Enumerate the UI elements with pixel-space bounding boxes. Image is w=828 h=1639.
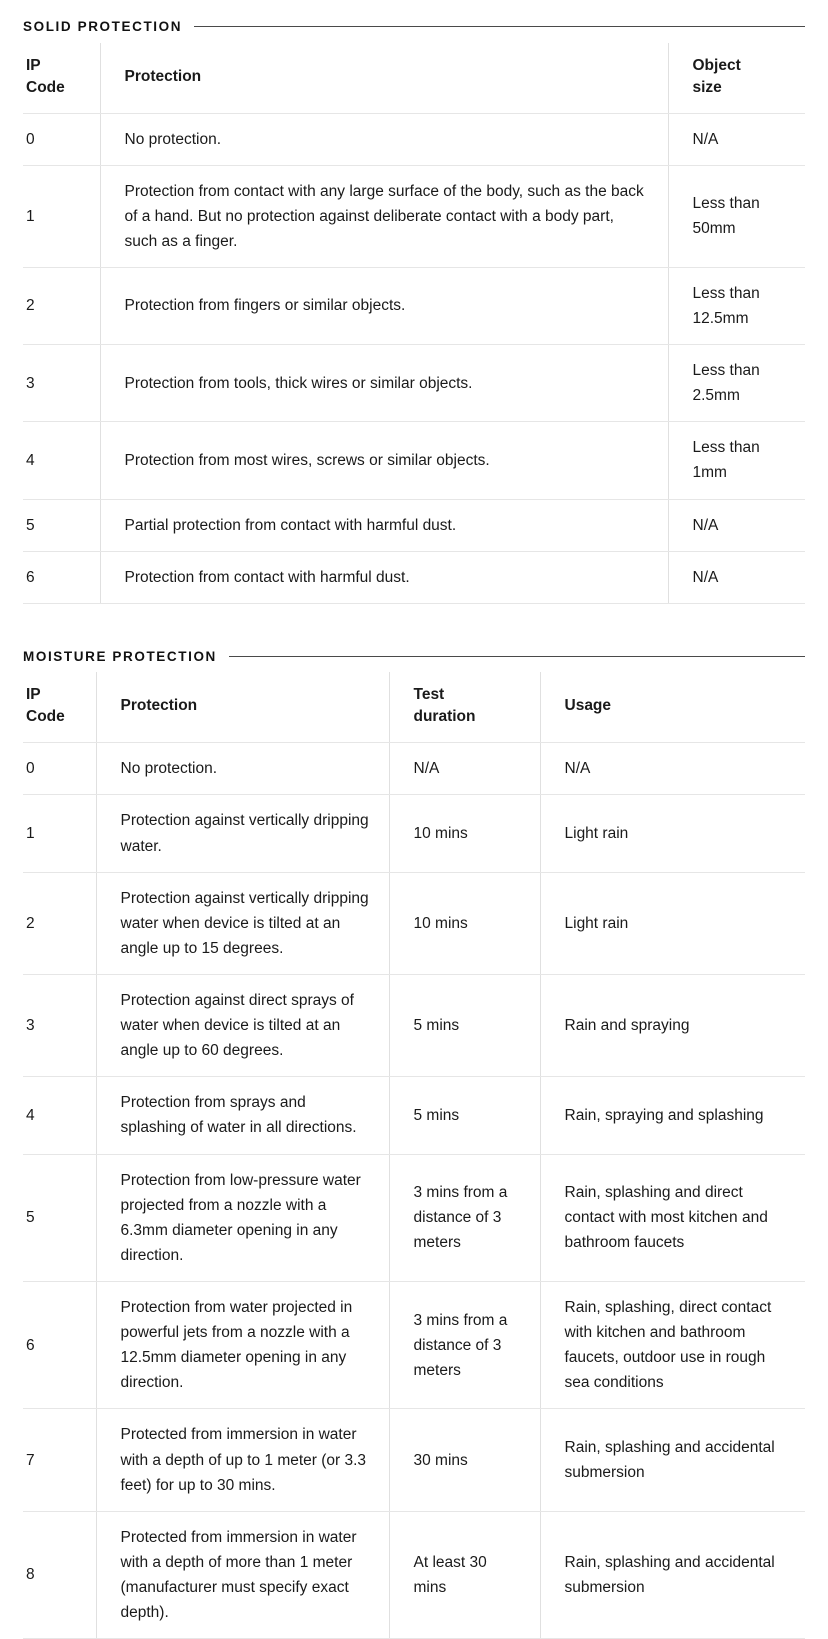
cell-protection: Protection against direct sprays of water when device is tilted at an angle up to 60 degrees. [96,974,389,1076]
cell-usage: Rain, splashing, direct contact with kitchen and bathroom faucets, outdoor use in rough sea conditions [540,1281,805,1408]
table-row [23,165,805,267]
cell-protection: Protected from immersion in water with a depth of more than 1 meter (manufacturer must specify exact depth). [96,1511,389,1638]
table-header-row [23,43,805,114]
cell-ip-code: 3 [23,345,100,422]
cell-protection: Protection from contact with harmful dust. [100,551,668,603]
cell-usage: N/A [540,743,805,795]
cell-ip-code: 4 [23,1077,96,1154]
cell-protection: No protection. [96,743,389,795]
cell-ip-code: 5 [23,499,100,551]
cell-ip-code: 1 [23,165,100,267]
column-header-line: IP [26,686,41,704]
cell-ip-code: 8 [23,1511,96,1638]
moisture-protection-table-body [23,743,805,1639]
cell-usage: Rain, splashing and accidental submersion [540,1511,805,1638]
solid-protection-table [23,43,805,604]
table-row [23,499,805,551]
table-row [23,1281,805,1408]
cell-test-duration: 5 mins [389,974,540,1076]
column-header-protection [96,672,389,743]
column-header-line: duration [413,708,476,726]
cell-protection: Protection from water projected in powerful jets from a nozzle with a 12.5mm diameter opening in any direction. [96,1281,389,1408]
cell-ip-code: 5 [23,1154,96,1281]
cell-protection: Protection from tools, thick wires or similar objects. [100,345,668,422]
cell-protection: Protection from most wires, screws or similar objects. [100,422,668,499]
cell-protection: Protection from fingers or similar objects. [100,267,668,344]
column-header-line: Code [26,78,65,96]
column-header-ip-code [23,43,100,114]
cell-test-duration: 10 mins [389,795,540,872]
section-divider-rule [229,656,805,657]
table-row [23,267,805,344]
column-header-line: IP [26,56,41,74]
cell-object-size: Less than 2.5mm [668,345,805,422]
table-row [23,974,805,1076]
cell-protection: No protection. [100,113,668,165]
column-header-line: Object [692,56,741,74]
section-divider-rule [194,26,805,27]
cell-object-size: N/A [668,499,805,551]
cell-object-size: N/A [668,113,805,165]
cell-ip-code: 6 [23,551,100,603]
cell-protection: Partial protection from contact with harmful dust. [100,499,668,551]
moisture-protection-table [23,672,805,1639]
cell-protection: Protection from contact with any large surface of the body, such as the back of a hand. But no protection against deliberate contact with a body part, such as a finger. [100,165,668,267]
table-row [23,743,805,795]
column-header-protection [100,43,668,114]
table-row [23,1511,805,1638]
cell-ip-code: 2 [23,267,100,344]
cell-object-size: Less than 1mm [668,422,805,499]
table-row [23,422,805,499]
table-row [23,345,805,422]
cell-ip-code: 3 [23,974,96,1076]
solid-protection-table-body [23,113,805,603]
table-header-row [23,672,805,743]
cell-usage: Light rain [540,795,805,872]
column-header-object-size [668,43,805,114]
cell-object-size: N/A [668,551,805,603]
cell-ip-code: 0 [23,113,100,165]
column-header-line: size [692,78,722,96]
cell-ip-code: 6 [23,1281,96,1408]
section-header-moisture-protection [23,630,805,664]
cell-test-duration: N/A [389,743,540,795]
cell-protection: Protection from low-pressure water projected from a nozzle with a 6.3mm diameter opening in any direction. [96,1154,389,1281]
column-header-label: Protection [124,67,202,85]
column-header-label: Protection [120,697,198,715]
table-row [23,113,805,165]
cell-test-duration: 3 mins from a distance of 3 meters [389,1281,540,1408]
cell-protection: Protection against vertically dripping water when device is tilted at an angle up to 15 degrees. [96,872,389,974]
cell-test-duration: 3 mins from a distance of 3 meters [389,1154,540,1281]
table-row [23,1409,805,1511]
cell-ip-code: 0 [23,743,96,795]
section-title-solid-protection: SOLID PROTECTION [23,19,183,34]
column-header-line: Code [26,708,65,726]
column-header-usage [540,672,805,743]
cell-protection: Protected from immersion in water with a depth of up to 1 meter (or 3.3 feet) for up to 30 mins. [96,1409,389,1511]
column-header-line: Test [413,686,445,704]
table-row [23,795,805,872]
cell-usage: Rain, splashing and direct contact with most kitchen and bathroom faucets [540,1154,805,1281]
cell-ip-code: 7 [23,1409,96,1511]
cell-ip-code: 1 [23,795,96,872]
cell-test-duration: At least 30 mins [389,1511,540,1638]
cell-test-duration: 10 mins [389,872,540,974]
table-row [23,872,805,974]
table-row [23,551,805,603]
cell-ip-code: 2 [23,872,96,974]
section-header-solid-protection [23,0,805,34]
cell-usage: Rain and spraying [540,974,805,1076]
column-header-test-duration [389,672,540,743]
section-title-moisture-protection: MOISTURE PROTECTION [23,648,217,664]
column-header-label: Usage [564,697,612,715]
cell-usage: Rain, spraying and splashing [540,1077,805,1154]
cell-test-duration: 5 mins [389,1077,540,1154]
cell-protection: Protection against vertically dripping water. [96,795,389,872]
cell-object-size: Less than 50mm [668,165,805,267]
table-row [23,1077,805,1154]
cell-test-duration: 30 mins [389,1409,540,1511]
section-spacer [23,604,805,630]
cell-object-size: Less than 12.5mm [668,267,805,344]
cell-usage: Light rain [540,872,805,974]
column-header-ip-code [23,672,96,743]
cell-usage: Rain, splashing and accidental submersion [540,1409,805,1511]
cell-protection: Protection from sprays and splashing of water in all directions. [96,1077,389,1154]
cell-ip-code: 4 [23,422,100,499]
table-row [23,1154,805,1281]
